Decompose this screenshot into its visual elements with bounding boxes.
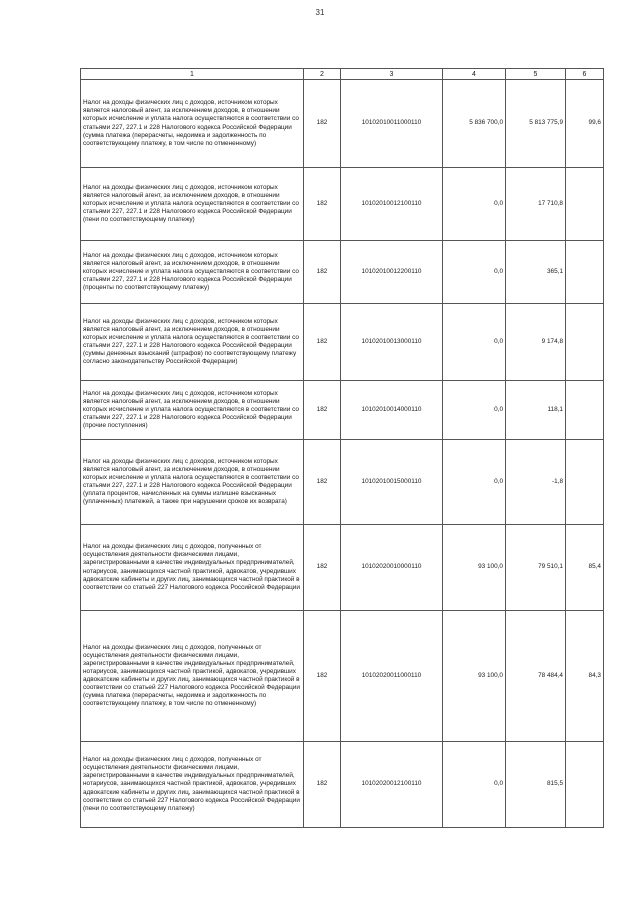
column-number: 2 — [304, 69, 341, 80]
income-name: Налог на доходы физических лиц с доходов, полученных от осуществления деятельности физическими лицами, зарегистрированными в качестве индивидуальных предпринимателей, нотариусов, занимающихся частной практикой, адвокатов, учредивших адвокатские кабинеты и других лиц, занимающихся частной практикой в соответствии со статьей 227 Налогового кодекса Российской Федерации — [81, 525, 304, 611]
fact-value: 17 710,8 — [506, 168, 566, 241]
plan-value: 5 836 700,0 — [443, 80, 506, 168]
plan-value: 0,0 — [443, 381, 506, 440]
table-row — [81, 241, 604, 304]
column-number-row — [81, 69, 604, 80]
budget-classification-code: 10102020010000110 — [341, 525, 443, 611]
fact-value: 79 510,1 — [506, 525, 566, 611]
budget-classification-code: 10102020011000110 — [341, 611, 443, 742]
column-number: 5 — [506, 69, 566, 80]
percent-value — [566, 381, 604, 440]
percent-value: 85,4 — [566, 525, 604, 611]
table-row — [81, 80, 604, 168]
percent-value: 84,3 — [566, 611, 604, 742]
admin-code: 182 — [304, 381, 341, 440]
fact-value: 5 813 775,9 — [506, 80, 566, 168]
plan-value: 0,0 — [443, 742, 506, 828]
table-row — [81, 304, 604, 381]
percent-value — [566, 241, 604, 304]
plan-value: 0,0 — [443, 241, 506, 304]
budget-classification-code: 10102010012100110 — [341, 168, 443, 241]
plan-value: 0,0 — [443, 440, 506, 525]
column-number: 1 — [81, 69, 304, 80]
table-row — [81, 611, 604, 742]
column-number: 6 — [566, 69, 604, 80]
plan-value: 0,0 — [443, 168, 506, 241]
page-number: 31 — [315, 8, 325, 17]
income-name: Налог на доходы физических лиц с доходов, источником которых является налоговый агент, за исключением доходов, в отношении которых исчисление и уплата налога осуществляются в соответствии со статьями 227, 227.1 и 228 Налогового кодекса Российской Федерации (пени по соответствующему платежу) — [81, 168, 304, 241]
budget-classification-code: 10102010015000110 — [341, 440, 443, 525]
column-number: 3 — [341, 69, 443, 80]
admin-code: 182 — [304, 525, 341, 611]
fact-value: 118,1 — [506, 381, 566, 440]
admin-code: 182 — [304, 611, 341, 742]
column-number: 4 — [443, 69, 506, 80]
plan-value: 93 100,0 — [443, 525, 506, 611]
percent-value — [566, 440, 604, 525]
admin-code: 182 — [304, 241, 341, 304]
income-name: Налог на доходы физических лиц с доходов, источником которых является налоговый агент, за исключением доходов, в отношении которых исчисление и уплата налога осуществляются в соответствии со статьями 227, 227.1 и 228 Налогового кодекса Российской Федерации (сумма платежа (перерасчеты, недоимка и задолженность по соответствующему платежу, в том числе по отмененному) — [81, 80, 304, 168]
admin-code: 182 — [304, 80, 341, 168]
percent-value: 99,6 — [566, 80, 604, 168]
admin-code: 182 — [304, 440, 341, 525]
budget-classification-code: 10102010012200110 — [341, 241, 443, 304]
table-row — [81, 440, 604, 525]
fact-value: -1,8 — [506, 440, 566, 525]
admin-code: 182 — [304, 168, 341, 241]
budget-classification-code: 10102010011000110 — [341, 80, 443, 168]
budget-classification-code: 10102010014000110 — [341, 381, 443, 440]
admin-code: 182 — [304, 304, 341, 381]
budget-classification-code: 10102020012100110 — [341, 742, 443, 828]
table-row — [81, 525, 604, 611]
fact-value: 815,5 — [506, 742, 566, 828]
table-row — [81, 168, 604, 241]
budget-classification-code: 10102010013000110 — [341, 304, 443, 381]
fact-value: 365,1 — [506, 241, 566, 304]
income-name: Налог на доходы физических лиц с доходов, источником которых является налоговый агент, за исключением доходов, в отношении которых исчисление и уплата налога осуществляются в соответствии со статьями 227, 227.1 и 228 Налогового кодекса Российской Федерации (проценты по соответствующему платежу) — [81, 241, 304, 304]
revenue-table — [80, 68, 604, 828]
percent-value — [566, 304, 604, 381]
table-row — [81, 381, 604, 440]
table-row — [81, 742, 604, 828]
plan-value: 0,0 — [443, 304, 506, 381]
income-name: Налог на доходы физических лиц с доходов, полученных от осуществления деятельности физическими лицами, зарегистрированными в качестве индивидуальных предпринимателей, нотариусов, занимающихся частной практикой, адвокатов, учредивших адвокатские кабинеты и других лиц, занимающихся частной практикой в соответствии со статьей 227 Налогового кодекса Российской Федерации (пени по соответствующему платежу) — [81, 742, 304, 828]
income-name: Налог на доходы физических лиц с доходов, источником которых является налоговый агент, за исключением доходов, в отношении которых исчисление и уплата налога осуществляются в соответствии со статьями 227, 227.1 и 228 Налогового кодекса Российской Федерации (суммы денежных взысканий (штрафов) по соответствующему платежу согласно законодательству Российской Федерации) — [81, 304, 304, 381]
fact-value: 78 484,4 — [506, 611, 566, 742]
income-name: Налог на доходы физических лиц с доходов, источником которых является налоговый агент, за исключением доходов, в отношении которых исчисление и уплата налога осуществляются в соответствии со статьями 227, 227.1 и 228 Налогового кодекса Российской Федерации (прочие поступления) — [81, 381, 304, 440]
percent-value — [566, 742, 604, 828]
percent-value — [566, 168, 604, 241]
admin-code: 182 — [304, 742, 341, 828]
income-name: Налог на доходы физических лиц с доходов, источником которых является налоговый агент, за исключением доходов, в отношении которых исчисление и уплата налога осуществляются в соответствии со статьями 227, 227.1 и 228 Налогового кодекса Российской Федерации (уплата процентов, начисленных на суммы излишне взысканных (уплаченных) платежей, а также при нарушении сроков их возврата) — [81, 440, 304, 525]
income-name: Налог на доходы физических лиц с доходов, полученных от осуществления деятельности физическими лицами, зарегистрированными в качестве индивидуальных предпринимателей, нотариусов, занимающихся частной практикой, адвокатов, учредивших адвокатские кабинеты и других лиц, занимающихся частной практикой в соответствии со статьей 227 Налогового кодекса Российской Федерации (сумма платежа (перерасчеты, недоимка и задолженность по соответствующему платежу, в том числе по отмененному) — [81, 611, 304, 742]
plan-value: 93 100,0 — [443, 611, 506, 742]
fact-value: 9 174,8 — [506, 304, 566, 381]
